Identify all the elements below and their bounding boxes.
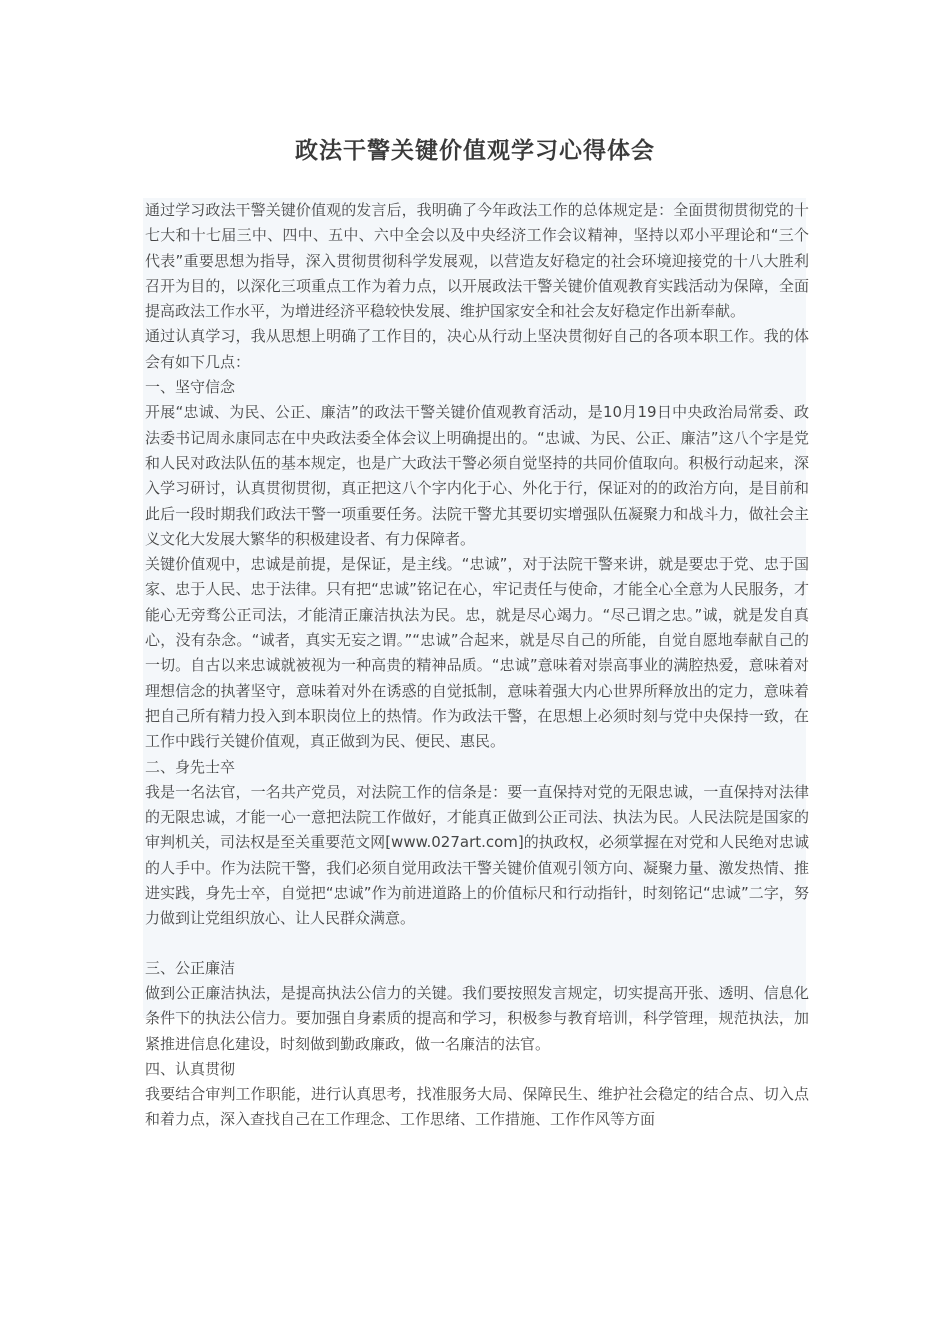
purpose-paragraph: 通过认真学习，我从思想上明确了工作目的，决心从行动上坚决贯彻好自己的各项本职工作。我的体会有如下几点： (145, 327, 809, 371)
section-spacer (145, 932, 809, 956)
intro-paragraph: 通过学习政法干警关键价值观的发言后，我明确了今年政法工作的总体规定是：全面贯彻贯彻党的十七大和十七届三中、四中、五中、六中全会以及中央经济工作会议精神，坚持以邓小平理论和“三个代表”重要思想为指导，深入贯彻贯彻科学发展观，以营造友好稳定的社会环境迎接党的十八大胜利召开为目的，以深化三项重点工作为着力点，以开展政法干警关键价值观教育实践活动为保障，全面提高政法工作水平，为增进经济平稳较快发展、维护国家安全和社会友好稳定作出新奉献。 (145, 201, 809, 321)
section-4-paragraph: 我要结合审判工作职能，进行认真思考，找准服务大局、保障民生、维护社会稳定的结合点、切入点和着力点，深入查找自己在工作理念、工作思绪、工作措施、工作作风等方面 (145, 1085, 809, 1129)
section-2-paragraph: 我是一名法官，一名共产党员，对法院工作的信条是：要一直保持对党的无限忠诚，一直保持对法律的无限忠诚，才能一心一意把法院工作做好，才能真正做到公正司法、执法为民。人民法院是国家的审判机关，司法权是至关重要范文网[www.027art.com]的执政权，必须掌握在对党和人民绝对忠诚的人手中。作为法院干警，我们必须自觉用政法干警关键价值观引领方向、凝聚力量、激发热情、推进实践，身先士卒，自觉把“忠诚”作为前进道路上的价值标尺和行动指针，时刻铭记“忠诚”二字，努力做到让党组织放心、让人民群众满意。 (145, 782, 809, 928)
section-heading-4: 四、认真贯彻 (145, 1059, 236, 1078)
section-heading-3: 三、公正廉洁 (145, 958, 236, 977)
page-title: 政法干警关键价值观学习心得体会 (295, 137, 655, 164)
section-1-paragraph-2: 关键价值观中，忠诚是前提，是保证，是主线。“忠诚”，对于法院干警来讲，就是要忠于党、忠于国家、忠于人民、忠于法律。只有把“忠诚”铭记在心，牢记责任与使命，才能全心全意为人民服务，才能心无旁骛公正司法，才能清正廉洁执法为民。忠，就是尽心竭力。“尽己谓之忠。”诚，就是发自真心，没有杂念。“诚者，真实无妄之谓。”“忠诚”合起来，就是尽自己的所能，自觉自愿地奉献自己的一切。自古以来忠诚就被视为一种高贵的精神品质。“忠诚”意味着对崇高事业的满腔热爱，意味着对理想信念的执著坚守，意味着对外在诱惑的自觉抵制，意味着强大内心世界所释放出的定力，意味着把自己所有精力投入到本职岗位上的热情。作为政法干警，在思想上必须时刻与党中央保持一致，在工作中践行关键价值观，真正做到为民、便民、惠民。 (145, 555, 809, 751)
section-3-paragraph: 做到公正廉洁执法，是提高执法公信力的关键。我们要按照发言规定，切实提高开张、透明、信息化条件下的执法公信力。要加强自身素质的提高和学习，积极参与教育培训，科学管理，规范执法，加紧推进信息化建设，时刻做到勤政廉政，做一名廉洁的法官。 (145, 983, 809, 1053)
section-heading-2: 二、身先士卒 (145, 757, 236, 776)
document-body (145, 198, 809, 1133)
section-heading-1: 一、坚守信念 (145, 378, 236, 397)
section-1-paragraph-1: 开展“忠诚、为民、公正、廉洁”的政法干警关键价值观教育活动，是10月19日中央政治局常委、政法委书记周永康同志在中央政法委全体会议上明确提出的。“忠诚、为民、公正、廉洁”这八个字是党和人民对政法队伍的基本规定，也是广大政法干警必须自觉坚持的共同价值取向。积极行动起来，深入学习研讨，认真贯彻贯彻，真正把这八个字内化于心、外化于行，保证对的的政治方向，是目前和此后一段时期我们政法干警一项重要任务。法院干警尤其要切实增强队伍凝聚力和战斗力，做社会主义文化大发展大繁华的积极建设者、有力保障者。 (145, 403, 809, 548)
